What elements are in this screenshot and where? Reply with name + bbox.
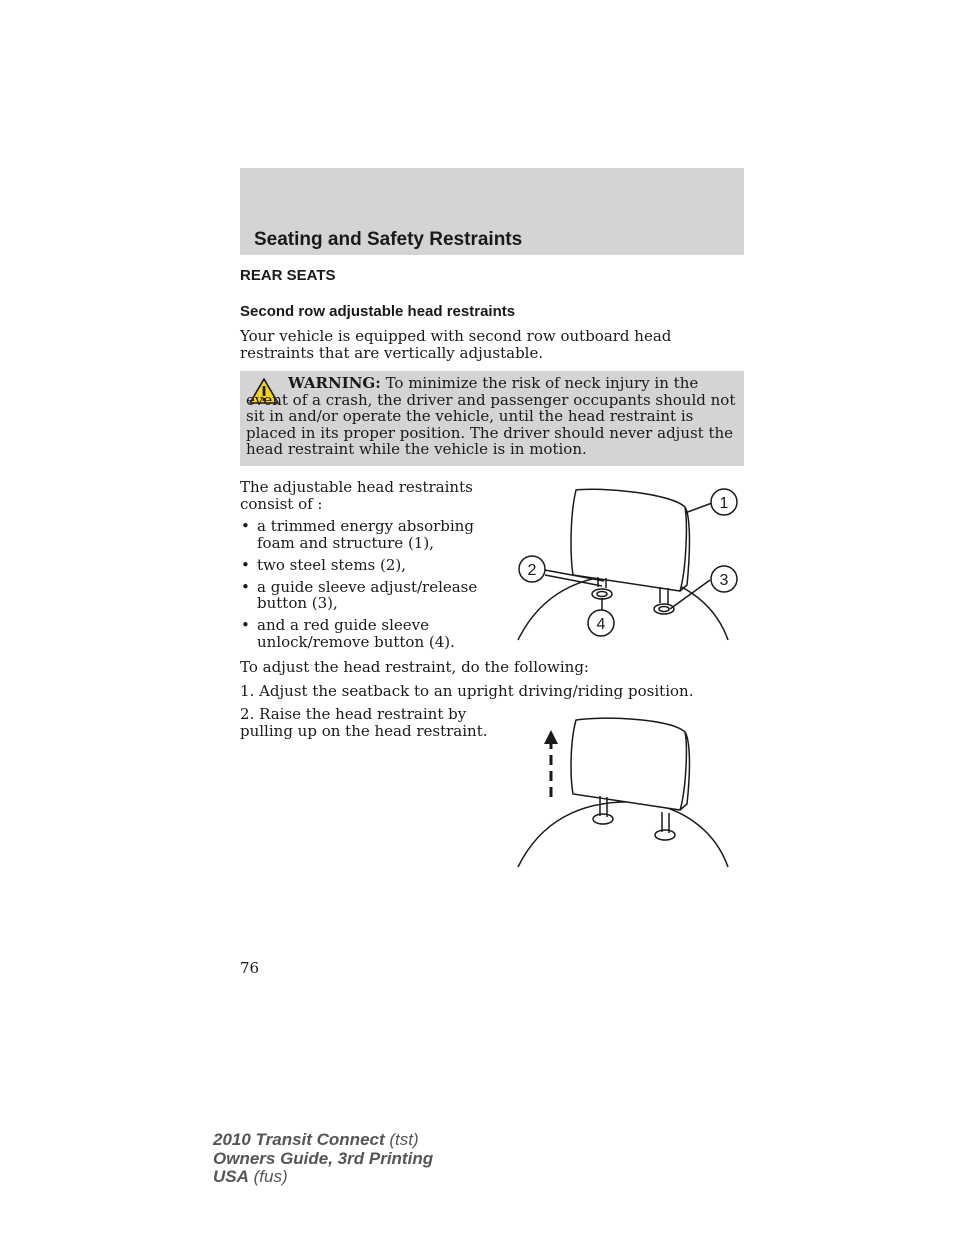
guide-sleeve-right: [655, 830, 675, 840]
warning-body: To minimize the risk of neck injury in the event of a crash, the driver and passenger occupants should not sit in and/or operate the vehicle, until the head restraint is placed in its proper position. The driver should never adjust the head restraint while the vehicle is in motion.: [246, 374, 736, 458]
callout-label: 3: [719, 572, 729, 589]
list-item: • and a red guide sleeve unlock/remove button (4).: [240, 617, 500, 650]
seatback-outline: [518, 575, 728, 640]
subsection-title: REAR SEATS: [240, 267, 336, 284]
section-title: Seating and Safety Restraints: [254, 229, 523, 250]
head-restraint-components-figure: [510, 485, 750, 645]
leader-1: [685, 503, 712, 513]
list-item: • a trimmed energy absorbing foam and structure (1),: [240, 518, 500, 551]
head-restraint-pad: [571, 489, 686, 591]
guide-sleeve-left: [592, 589, 612, 599]
document-footer: [213, 1131, 433, 1187]
footer-market: USA: [213, 1167, 249, 1186]
subheading: Second row adjustable head restraints: [240, 303, 516, 320]
seatback-outline: [518, 802, 728, 867]
list-item: • two steel stems (2),: [240, 557, 500, 574]
components-list: [240, 518, 500, 656]
adjust-intro: To adjust the head restraint, do the following:: [240, 658, 589, 676]
unlock-button-4: [597, 592, 607, 597]
raise-head-restraint-figure: [510, 712, 750, 872]
callout-label: 1: [719, 495, 729, 512]
footer-market-code: (fus): [253, 1167, 288, 1186]
consist-intro: The adjustable head restraints consist of :: [240, 478, 473, 513]
warning-lead: WARNING:: [288, 374, 381, 392]
footer-edition: Owners Guide, 3rd Printing: [213, 1148, 434, 1168]
footer-model-code: (tst): [389, 1130, 419, 1149]
callout-label: 2: [527, 562, 537, 579]
arrow-up-icon: [544, 730, 558, 744]
intro-paragraph: Your vehicle is equipped with second row outboard head restraints that are vertically adjustable.: [240, 327, 672, 362]
step-2: 2. Raise the head restraint by pulling up on the head restraint.: [240, 705, 488, 740]
footer-model: 2010 Transit Connect: [213, 1130, 385, 1149]
head-restraint-pad: [571, 718, 686, 810]
section-header-band: [240, 168, 744, 255]
guide-sleeve-left: [593, 814, 613, 824]
warning-box: [240, 371, 744, 466]
step-1: 1. Adjust the seatback to an upright driving/riding position.: [240, 682, 694, 700]
list-item: • a guide sleeve adjust/release button (3),: [240, 579, 500, 612]
page-number: 76: [240, 959, 260, 977]
callout-label: 4: [596, 616, 606, 633]
release-button-3: [659, 607, 669, 612]
warning-text: [246, 375, 738, 458]
